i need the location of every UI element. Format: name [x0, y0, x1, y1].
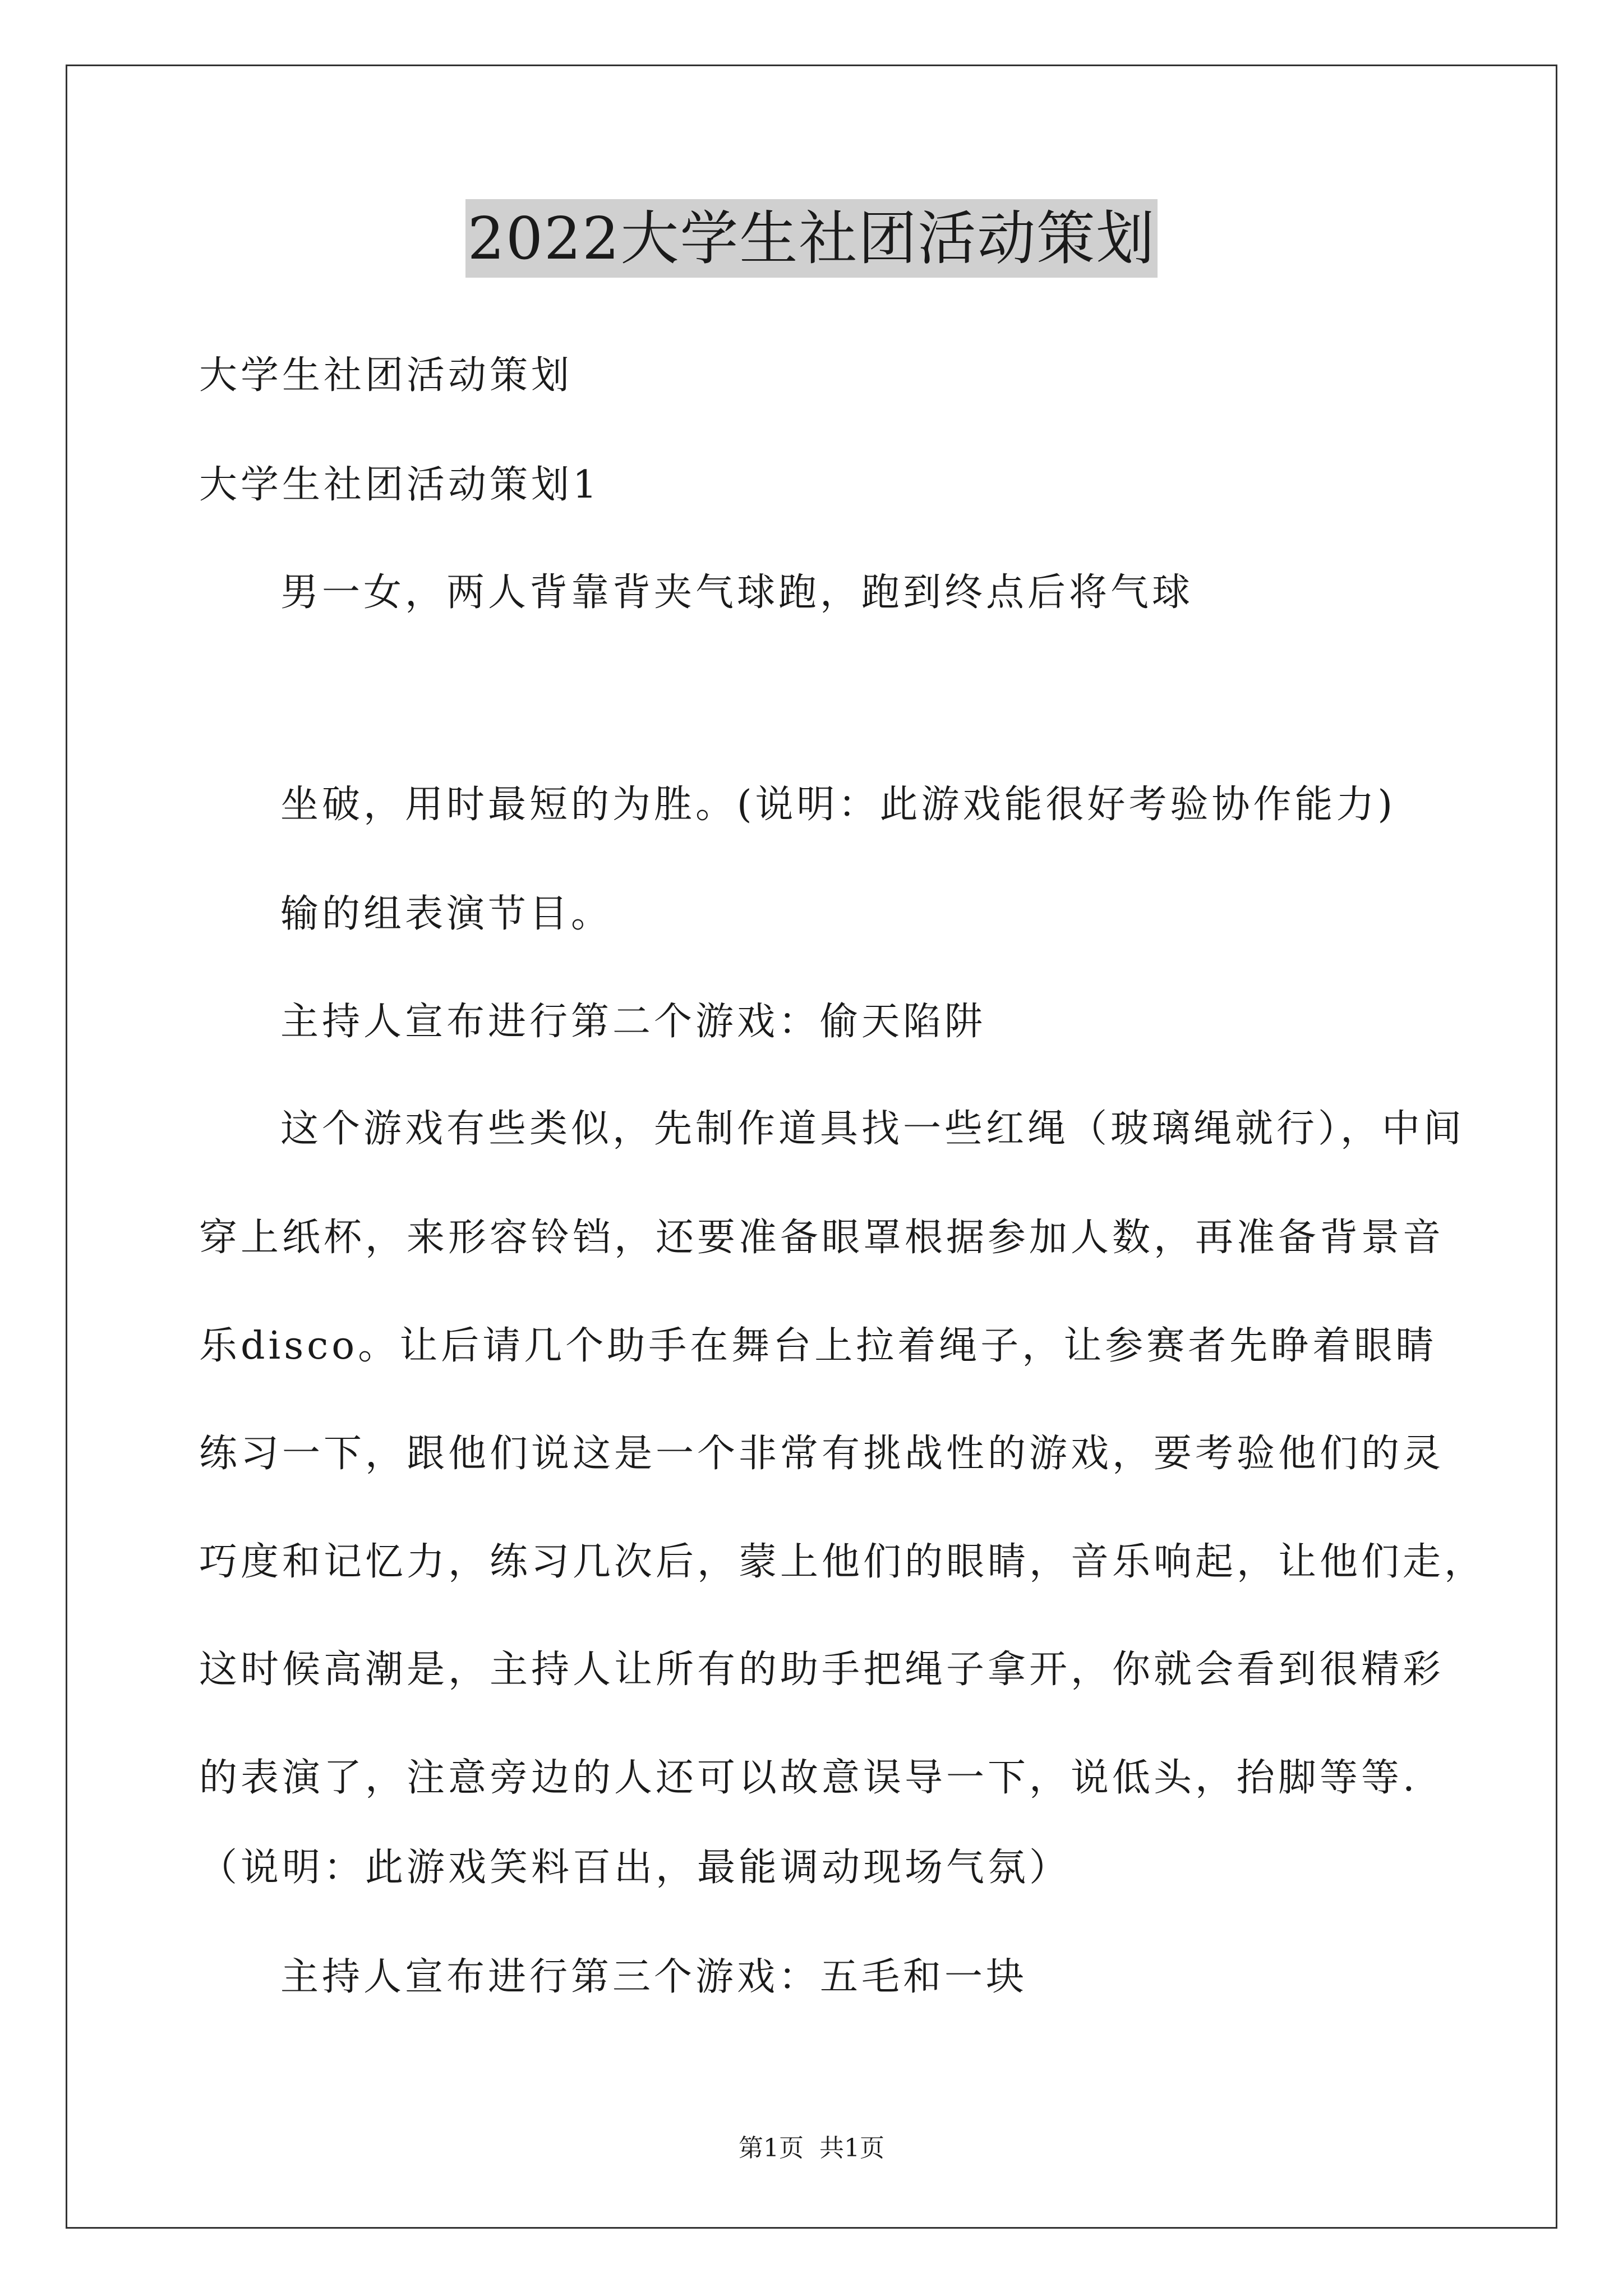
- page-number: 第1页: [739, 2134, 804, 2162]
- document-title: 2022大学生社团活动策划: [465, 199, 1158, 278]
- paragraph-line: 的表演了，注意旁边的人还可以故意误导一下，说低头，抬脚等等.: [199, 1756, 1418, 1800]
- paragraph-line: 男一女，两人背靠背夹气球跑，跑到终点后将气球: [280, 570, 1194, 615]
- paragraph-line: 练习一下，跟他们说这是一个非常有挑战性的游戏，要考验他们的灵: [199, 1432, 1445, 1476]
- paragraph-line: 巧度和记忆力，练习几次后，蒙上他们的眼睛，音乐响起，让他们走，: [199, 1540, 1486, 1584]
- subtitle-line: 大学生社团活动策划: [199, 353, 573, 398]
- paragraph-line: 主持人宣布进行第二个游戏：偷天陷阱: [280, 1000, 986, 1044]
- section-heading: 大学生社团活动策划1: [199, 463, 601, 507]
- paragraph-line: 输的组表演节目。: [280, 892, 613, 936]
- paragraph-line: 这时候高潮是，主持人让所有的助手把绳子拿开，你就会看到很精彩: [199, 1648, 1445, 1692]
- paragraph-line: 坐破，用时最短的为胜。(说明：此游戏能很好考验协作能力): [280, 783, 1396, 827]
- page-total: 共1页: [819, 2134, 884, 2162]
- paragraph-line: 穿上纸杯，来形容铃铛，还要准备眼罩根据参加人数，再准备背景音: [199, 1216, 1445, 1260]
- title-container: [0, 199, 1623, 278]
- paragraph-line: 乐disco。让后请几个助手在舞台上拉着绳子，让参赛者先睁着眼睛: [199, 1324, 1437, 1368]
- page-footer: [0, 2132, 1623, 2165]
- paragraph-line: 主持人宣布进行第三个游戏：五毛和一块: [280, 1955, 1028, 1999]
- paragraph-line: 这个游戏有些类似，先制作道具找一些红绳（玻璃绳就行），中间: [280, 1107, 1465, 1151]
- paragraph-line: （说明：此游戏笑料百出，最能调动现场气氛）: [199, 1846, 1071, 1890]
